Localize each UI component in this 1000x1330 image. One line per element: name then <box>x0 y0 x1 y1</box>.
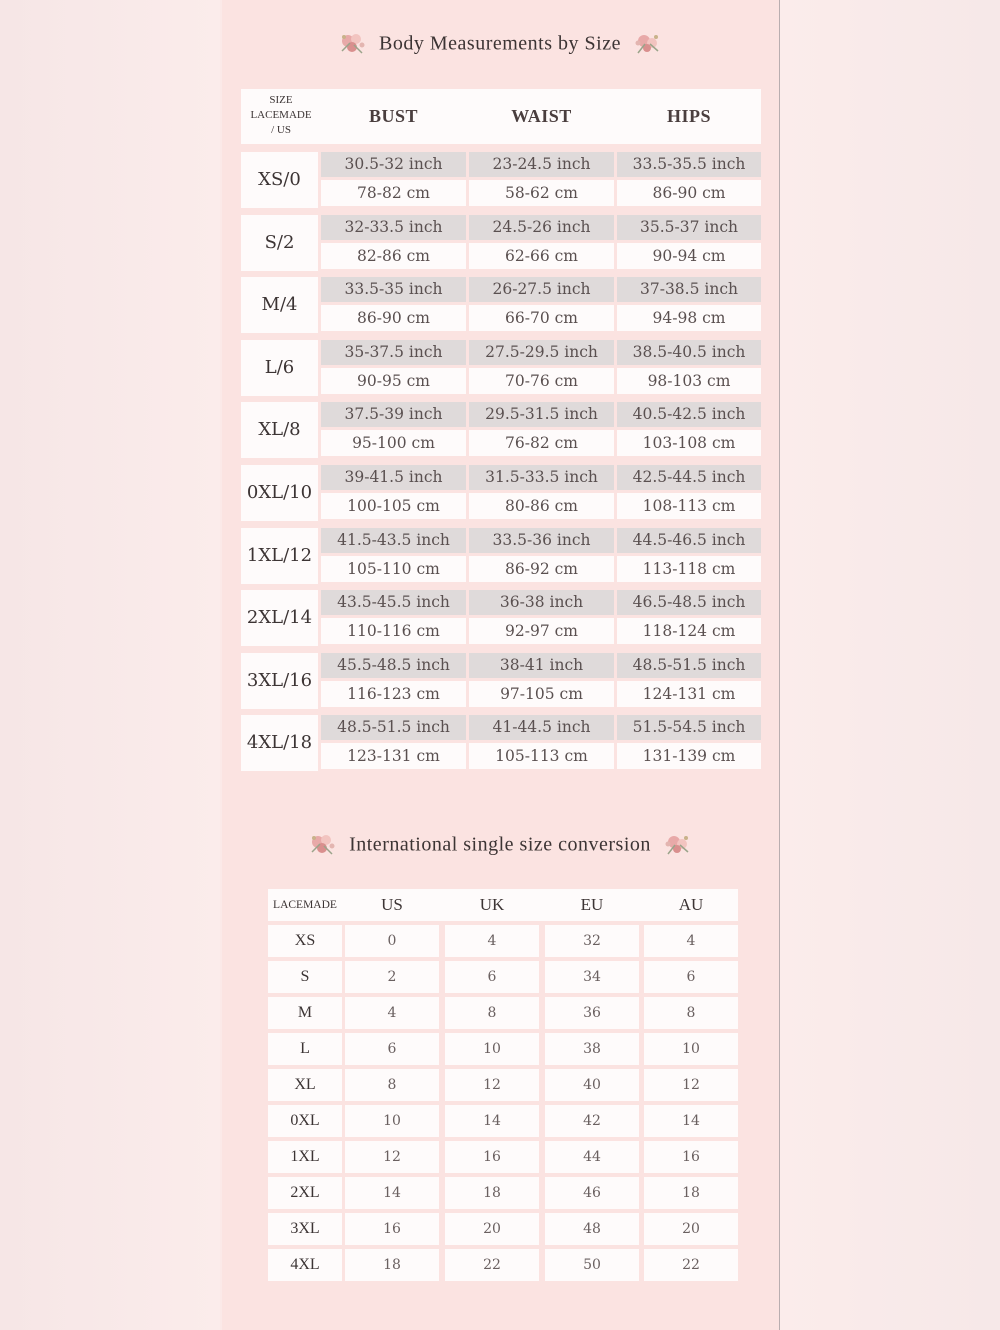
hips-cm-cell: 108-113 cm <box>617 493 761 519</box>
waist-cm-cell: 105-113 cm <box>469 743 614 769</box>
au-cell: 12 <box>644 1069 738 1101</box>
table-row <box>268 1033 738 1065</box>
eu-cell: 42 <box>545 1105 639 1137</box>
hips-inch-cell: 38.5-40.5 inch <box>617 340 761 365</box>
lacemade-cell: S <box>268 961 342 993</box>
uk-cell: 4 <box>445 925 539 957</box>
size-column-header <box>241 93 321 138</box>
us-cell: 10 <box>345 1105 439 1137</box>
bust-inch-cell: 45.5-48.5 inch <box>321 653 466 678</box>
size-label: L/6 <box>241 340 318 396</box>
uk-cell: 8 <box>445 997 539 1029</box>
bust-cm-cell: 116-123 cm <box>321 681 466 707</box>
uk-cell: 22 <box>445 1249 539 1281</box>
table-row <box>241 715 761 771</box>
bust-cm-cell: 100-105 cm <box>321 493 466 519</box>
bust-cm-cell: 123-131 cm <box>321 743 466 769</box>
bust-cm-cell: 105-110 cm <box>321 556 466 582</box>
us-cell: 2 <box>345 961 439 993</box>
size-header-line: / US <box>271 124 291 136</box>
bust-inch-cell: 39-41.5 inch <box>321 465 466 490</box>
waist-inch-cell: 26-27.5 inch <box>469 277 614 302</box>
size-header-line: LACEMADE <box>250 109 312 121</box>
table-row <box>268 925 738 957</box>
hips-cm-cell: 124-131 cm <box>617 681 761 707</box>
waist-inch-cell: 33.5-36 inch <box>469 528 614 553</box>
size-label: 0XL/10 <box>241 465 318 521</box>
bust-cm-cell: 78-82 cm <box>321 180 466 206</box>
panel-divider <box>779 0 780 1330</box>
table-row <box>241 340 761 396</box>
waist-cm-cell: 76-82 cm <box>469 430 614 456</box>
hips-inch-cell: 42.5-44.5 inch <box>617 465 761 490</box>
background-left <box>0 0 220 1330</box>
waist-inch-cell: 36-38 inch <box>469 590 614 615</box>
hips-cm-cell: 113-118 cm <box>617 556 761 582</box>
hips-cm-cell: 90-94 cm <box>617 243 761 269</box>
eu-cell: 32 <box>545 925 639 957</box>
bust-inch-cell: 48.5-51.5 inch <box>321 715 466 740</box>
uk-cell: 10 <box>445 1033 539 1065</box>
size-label: M/4 <box>241 277 318 333</box>
waist-inch-cell: 24.5-26 inch <box>469 215 614 240</box>
waist-cm-cell: 97-105 cm <box>469 681 614 707</box>
waist-cm-cell: 70-76 cm <box>469 368 614 394</box>
hips-cm-cell: 118-124 cm <box>617 618 761 644</box>
au-cell: 14 <box>644 1105 738 1137</box>
us-cell: 18 <box>345 1249 439 1281</box>
waist-cm-cell: 86-92 cm <box>469 556 614 582</box>
bust-header: BUST <box>368 106 419 126</box>
au-cell: 16 <box>644 1141 738 1173</box>
lacemade-header: LACEMADE <box>273 899 337 911</box>
table-row <box>268 1069 738 1101</box>
hips-cm-cell: 131-139 cm <box>617 743 761 769</box>
us-cell: 8 <box>345 1069 439 1101</box>
hips-inch-cell: 33.5-35.5 inch <box>617 152 761 177</box>
eu-cell: 38 <box>545 1033 639 1065</box>
us-cell: 0 <box>345 925 439 957</box>
table-row <box>241 590 761 646</box>
eu-cell: 34 <box>545 961 639 993</box>
hips-inch-cell: 51.5-54.5 inch <box>617 715 761 740</box>
us-header: US <box>381 895 403 914</box>
table-row <box>241 465 761 521</box>
eu-cell: 40 <box>545 1069 639 1101</box>
lacemade-cell: L <box>268 1033 342 1065</box>
hips-header: HIPS <box>666 106 711 126</box>
eu-cell: 48 <box>545 1213 639 1245</box>
waist-inch-cell: 31.5-33.5 inch <box>469 465 614 490</box>
lacemade-cell: 2XL <box>268 1177 342 1209</box>
waist-cm-cell: 58-62 cm <box>469 180 614 206</box>
section1-title: Body Measurements by Size <box>379 32 621 55</box>
waist-cm-cell: 80-86 cm <box>469 493 614 519</box>
bust-cm-cell: 90-95 cm <box>321 368 466 394</box>
us-cell: 14 <box>345 1177 439 1209</box>
table-row <box>268 1249 738 1281</box>
bust-inch-cell: 33.5-35 inch <box>321 277 466 302</box>
uk-cell: 12 <box>445 1069 539 1101</box>
flower-bouquet-icon <box>660 830 694 860</box>
eu-cell: 50 <box>545 1249 639 1281</box>
us-cell: 4 <box>345 997 439 1029</box>
size-label: XL/8 <box>241 402 318 458</box>
size-label: S/2 <box>241 215 318 271</box>
table-row <box>268 1105 738 1137</box>
bust-inch-cell: 37.5-39 inch <box>321 402 466 427</box>
hips-cm-cell: 94-98 cm <box>617 305 761 331</box>
lacemade-cell: M <box>268 997 342 1029</box>
table-row <box>241 215 761 271</box>
uk-cell: 16 <box>445 1141 539 1173</box>
table-row <box>241 277 761 333</box>
eu-cell: 44 <box>545 1141 639 1173</box>
table-header <box>241 89 761 144</box>
hips-inch-cell: 48.5-51.5 inch <box>617 653 761 678</box>
uk-cell: 20 <box>445 1213 539 1245</box>
waist-inch-cell: 27.5-29.5 inch <box>469 340 614 365</box>
au-cell: 6 <box>644 961 738 993</box>
bust-inch-cell: 41.5-43.5 inch <box>321 528 466 553</box>
table-row <box>241 528 761 584</box>
bust-inch-cell: 32-33.5 inch <box>321 215 466 240</box>
eu-cell: 36 <box>545 997 639 1029</box>
waist-header: WAIST <box>511 106 572 126</box>
uk-header: UK <box>479 895 505 914</box>
uk-cell: 14 <box>445 1105 539 1137</box>
au-cell: 4 <box>644 925 738 957</box>
table-row <box>268 1141 738 1173</box>
waist-inch-cell: 23-24.5 inch <box>469 152 614 177</box>
waist-cm-cell: 62-66 cm <box>469 243 614 269</box>
table-row <box>268 1213 738 1245</box>
hips-inch-cell: 40.5-42.5 inch <box>617 402 761 427</box>
lacemade-cell: XL <box>268 1069 342 1101</box>
hips-inch-cell: 35.5-37 inch <box>617 215 761 240</box>
hips-inch-cell: 46.5-48.5 inch <box>617 590 761 615</box>
bust-cm-cell: 86-90 cm <box>321 305 466 331</box>
au-cell: 18 <box>644 1177 738 1209</box>
hips-cm-cell: 98-103 cm <box>617 368 761 394</box>
hips-cm-cell: 103-108 cm <box>617 430 761 456</box>
us-cell: 16 <box>345 1213 439 1245</box>
au-cell: 8 <box>644 997 738 1029</box>
table-row <box>268 961 738 993</box>
lacemade-cell: 4XL <box>268 1249 342 1281</box>
waist-inch-cell: 38-41 inch <box>469 653 614 678</box>
table-row <box>241 653 761 709</box>
bust-inch-cell: 35-37.5 inch <box>321 340 466 365</box>
us-cell: 12 <box>345 1141 439 1173</box>
table-row <box>268 997 738 1029</box>
hips-cm-cell: 86-90 cm <box>617 180 761 206</box>
size-header-line: SIZE <box>269 94 293 106</box>
uk-cell: 18 <box>445 1177 539 1209</box>
au-cell: 20 <box>644 1213 738 1245</box>
size-label: 2XL/14 <box>241 590 318 646</box>
section2-title: International single size conversion <box>349 833 651 856</box>
lacemade-cell: 3XL <box>268 1213 342 1245</box>
table-row <box>241 402 761 458</box>
bust-inch-cell: 43.5-45.5 inch <box>321 590 466 615</box>
flower-bouquet-icon <box>306 830 340 860</box>
table-header <box>268 889 738 921</box>
hips-inch-cell: 44.5-46.5 inch <box>617 528 761 553</box>
lacemade-cell: 0XL <box>268 1105 342 1137</box>
waist-cm-cell: 66-70 cm <box>469 305 614 331</box>
table-row <box>241 152 761 208</box>
bust-cm-cell: 82-86 cm <box>321 243 466 269</box>
hips-inch-cell: 37-38.5 inch <box>617 277 761 302</box>
au-cell: 22 <box>644 1249 738 1281</box>
us-cell: 6 <box>345 1033 439 1065</box>
bust-cm-cell: 110-116 cm <box>321 618 466 644</box>
waist-inch-cell: 41-44.5 inch <box>469 715 614 740</box>
lacemade-cell: 1XL <box>268 1141 342 1173</box>
table-row <box>268 1177 738 1209</box>
size-label: 3XL/16 <box>241 653 318 709</box>
background-right <box>780 0 1000 1330</box>
section2-title-bar <box>0 830 1000 860</box>
size-label: 1XL/12 <box>241 528 318 584</box>
waist-inch-cell: 29.5-31.5 inch <box>469 402 614 427</box>
section1-title-bar <box>0 29 1000 59</box>
flower-bouquet-icon <box>630 29 664 59</box>
bust-inch-cell: 30.5-32 inch <box>321 152 466 177</box>
eu-header: EU <box>580 895 604 914</box>
eu-cell: 46 <box>545 1177 639 1209</box>
size-label: XS/0 <box>241 152 318 208</box>
bust-cm-cell: 95-100 cm <box>321 430 466 456</box>
flower-bouquet-icon <box>336 29 370 59</box>
au-header: AU <box>678 895 704 914</box>
au-cell: 10 <box>644 1033 738 1065</box>
uk-cell: 6 <box>445 961 539 993</box>
lacemade-cell: XS <box>268 925 342 957</box>
size-label: 4XL/18 <box>241 715 318 771</box>
waist-cm-cell: 92-97 cm <box>469 618 614 644</box>
